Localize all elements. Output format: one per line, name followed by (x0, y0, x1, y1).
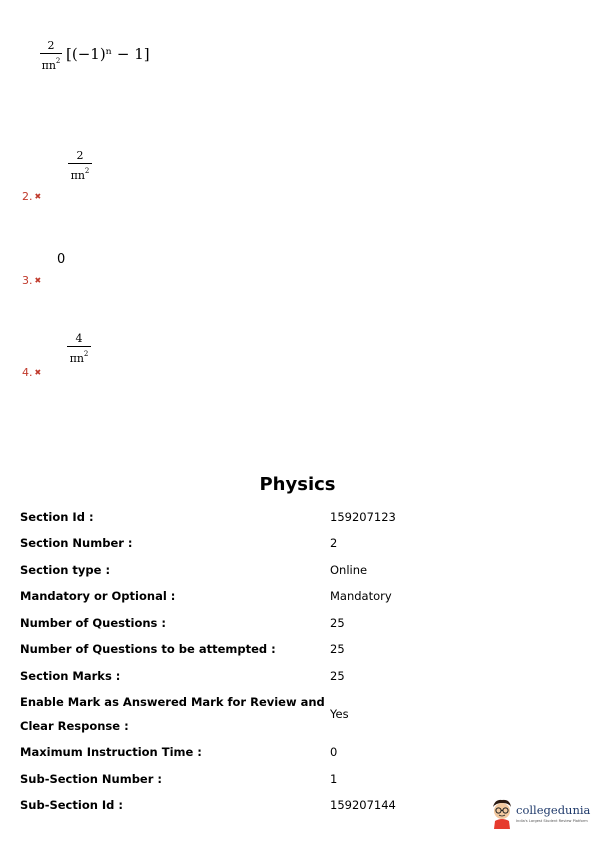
option4-fraction (67, 333, 91, 365)
row-label-section-marks: Section Marks : (20, 669, 121, 683)
section-title: Physics (259, 474, 336, 495)
option2-fraction (68, 150, 92, 182)
fraction-bar (68, 163, 92, 164)
wrong-icon: ✖ (34, 368, 42, 377)
row-label-subsection-id: Sub-Section Id : (20, 798, 124, 812)
row-label-mark-review-line2: Clear Response : (20, 719, 129, 733)
row-label-questions-attempted: Number of Questions to be attempted : (20, 642, 276, 656)
fraction-bar (67, 346, 91, 347)
fraction-bar (40, 53, 62, 54)
option3-value: 0 (57, 252, 66, 267)
option4-numerator: 4 (75, 332, 83, 345)
option1-denominator: $\pi n^2$ (41, 57, 61, 72)
row-value-section-type: Online (330, 563, 368, 577)
row-label-mark-review: Enable Mark as Answered Mark for Review and (20, 695, 325, 709)
logo-brand: collegedunia (516, 803, 591, 817)
mascot-icon (489, 797, 515, 831)
row-label-section-number: Section Number : (20, 536, 133, 550)
row-value-num-questions: 25 (330, 616, 345, 630)
option4-denominator: $\pi n^2$ (69, 350, 89, 365)
wrong-icon: ✖ (34, 192, 42, 201)
option-number-2: 2. ✖ (22, 190, 42, 203)
row-label-section-type: Section type : (20, 563, 111, 577)
option1-bracket: [(−1)ⁿ − 1] (66, 45, 150, 63)
row-label-subsection-number: Sub-Section Number : (20, 772, 163, 786)
logo-tagline: India's Largest Student Review Platform (516, 819, 588, 823)
row-value-max-instruction: 0 (330, 745, 338, 759)
collegedunia-logo (489, 797, 589, 833)
row-value-questions-attempted: 25 (330, 642, 345, 656)
row-value-section-marks: 25 (330, 669, 345, 683)
option1-fraction (40, 40, 62, 72)
row-value-subsection-number: 1 (330, 772, 338, 786)
row-label-mandatory: Mandatory or Optional : (20, 589, 176, 603)
wrong-icon: ✖ (34, 276, 42, 285)
row-label-num-questions: Number of Questions : (20, 616, 166, 630)
row-label-section-id: Section Id : (20, 510, 94, 524)
option2-numerator: 2 (76, 149, 84, 162)
row-value-mandatory: Mandatory (330, 589, 392, 603)
row-value-mark-review: Yes (330, 707, 349, 721)
option-number-3: 3. ✖ (22, 274, 42, 287)
row-label-max-instruction: Maximum Instruction Time : (20, 745, 202, 759)
row-value-section-number: 2 (330, 536, 338, 550)
row-value-subsection-id: 159207144 (330, 798, 396, 812)
option1-numerator: 2 (47, 39, 55, 52)
option-number-4: 4. ✖ (22, 366, 42, 379)
row-value-section-id: 159207123 (330, 510, 396, 524)
option2-denominator: $\pi n^2$ (70, 167, 90, 182)
